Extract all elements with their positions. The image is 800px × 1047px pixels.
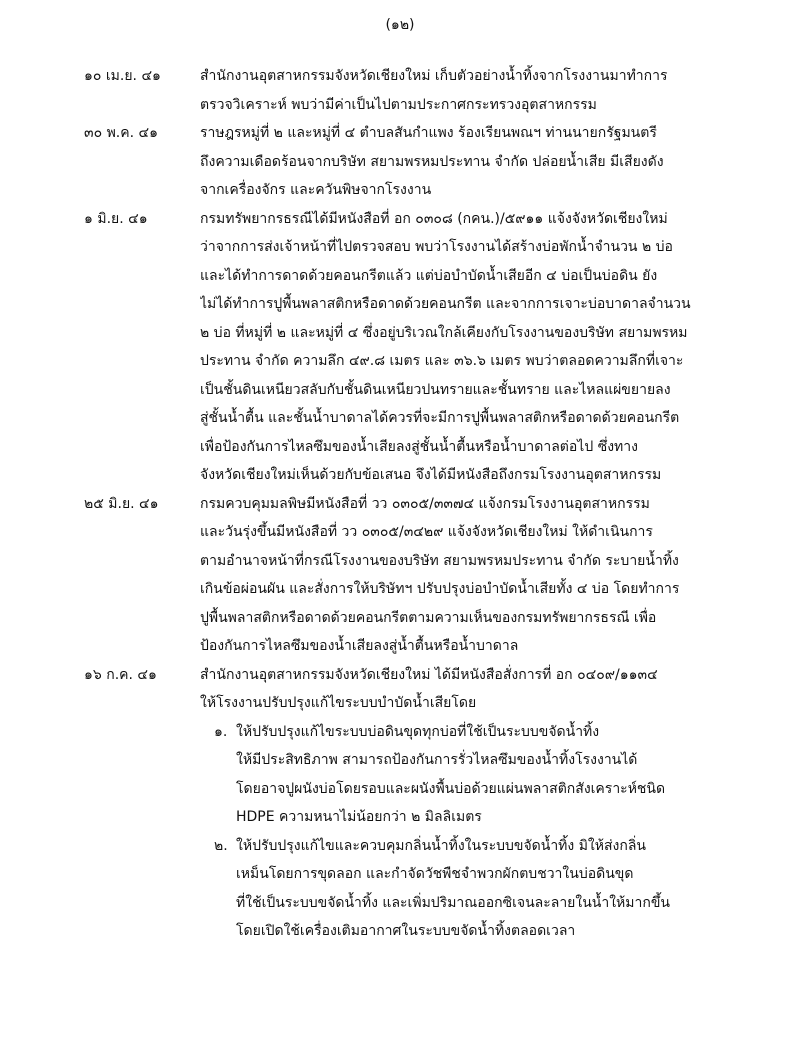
entry-body xyxy=(200,119,780,205)
chronology-entry xyxy=(0,661,800,946)
entry-text-line: กรมควบคุมมลพิษมีหนังสือที่ วว ๐๓๐๕/๓๓๗๔ แจ้งกรมโรงงานอุตสาหกรรม xyxy=(200,495,650,512)
sub-item-text-line: เหม็นโดยการขุดลอก และกำจัดวัชพืชจำพวกผักตบชวาในบ่อดินขุด xyxy=(236,866,634,882)
entry-text-line: ตรวจวิเคราะห์ พบว่ามีค่าเป็นไปตามประกาศกระทรวงอุตสาหกรรม xyxy=(200,96,597,113)
chronology-entry xyxy=(0,119,800,205)
entry-text-line: และได้ทำการดาดด้วยคอนกรีตแล้ว แต่บ่อบำบัดน้ำเสียอีก ๔ บ่อเป็นบ่อดิน ยัง xyxy=(200,267,658,284)
entry-text-line: ให้โรงงานปรับปรุงแก้ไขระบบบำบัดน้ำเสียโดย xyxy=(200,695,477,711)
entry-text-line: สำนักงานอุตสาหกรรมจังหวัดเชียงใหม่ เก็บตัวอย่างน้ำทิ้งจากโรงงานมาทำการ xyxy=(200,68,668,84)
entry-text-line: สู่ชั้นน้ำตื้น และชั้นน้ำบาดาลได้ควรที่จะมีการปูพื้นพลาสติกหรือดาดด้วยคอนกรีต xyxy=(200,410,680,426)
sub-item-text-line: ที่ใช้เป็นระบบขจัดน้ำทิ้ง และเพิ่มปริมาณออกซิเจนละลายในน้ำให้มากขึ้น xyxy=(236,894,670,911)
sub-item-number: ๒. xyxy=(214,837,228,854)
entry-body xyxy=(200,661,780,946)
entry-text-line: และวันรุ่งขึ้นมีหนังสือที่ วว ๐๓๐๕/๓๔๒๙ แจ้งจังหวัดเชียงใหม่ ให้ดำเนินการ xyxy=(200,524,653,540)
entry-date: ๑๐ เม.ย. ๔๑ xyxy=(84,68,161,84)
chronology-entry xyxy=(0,62,800,119)
page-number: (๑๒) xyxy=(385,17,415,33)
entry-text-line: เป็นชั้นดินเหนียวสลับกับชั้นดินเหนียวปนทรายและชั้นทราย และไหลแผ่ขยายลง xyxy=(200,381,671,398)
chronology-list xyxy=(0,62,800,946)
entry-text-line: ไม่ได้ทำการปูพื้นพลาสติกหรือดาดด้วยคอนกรีต และจากการเจาะบ่อบาดาลจำนวน xyxy=(200,296,691,312)
sub-item-number: ๑. xyxy=(214,723,228,740)
sub-item-text-line: HDPE ความหนาไม่น้อยกว่า ๒ มิลลิเมตร xyxy=(236,809,482,825)
sub-item-body xyxy=(236,832,780,946)
sub-item-body xyxy=(236,718,780,832)
sub-item-text-line: โดยอาจปูผนังบ่อโดยรอบและผนังพื้นบ่อด้วยแผ่นพลาสติกสังเคราะห์ชนิด xyxy=(236,780,666,797)
entry-date: ๓๐ พ.ค. ๔๑ xyxy=(84,125,158,141)
numbered-sub-item xyxy=(214,832,780,946)
entry-text-line: ตามอำนาจหน้าที่กรณีโรงงานของบริษัท สยามพรหมประทาน จำกัด ระบายน้ำทิ้ง xyxy=(200,552,679,569)
chronology-entry xyxy=(0,205,800,490)
entry-body xyxy=(200,205,780,490)
entry-text-line: ๒ บ่อ ที่หมู่ที่ ๒ และหมู่ที่ ๔ ซึ่งอยู่บริเวณใกล้เคียงกับโรงงานของบริษัท สยามพรหม xyxy=(200,324,688,341)
entry-date: ๒๕ มิ.ย. ๔๑ xyxy=(84,495,159,512)
entry-text-line: สำนักงานอุตสาหกรรมจังหวัดเชียงใหม่ ได้มีหนังสือสั่งการที่ อก ๐๔๐๙/๑๑๓๔ xyxy=(200,666,658,683)
entry-date: ๑ มิ.ย. ๔๑ xyxy=(84,210,148,227)
entry-body xyxy=(200,490,780,661)
entry-text-line: เพื่อป้องกันการไหลซึมของน้ำเสียลงสู่ชั้นน้ำตื้นหรือน้ำบาดาลต่อไป ซึ่งทาง xyxy=(200,438,638,455)
entry-body xyxy=(200,62,780,119)
entry-text-line: ป้องกันการไหลซึมของน้ำเสียลงสู่น้ำตื้นหรือน้ำบาดาล xyxy=(200,638,519,654)
entry-date: ๑๖ ก.ค. ๔๑ xyxy=(84,666,157,683)
sub-item-text-line: ให้มีประสิทธิภาพ สามารถป้องกันการรั่วไหลซึมของน้ำทิ้งโรงงานได้ xyxy=(236,752,638,768)
entry-text-line: จังหวัดเชียงใหม่เห็นด้วยกับข้อเสนอ จึงได้มีหนังสือถึงกรมโรงงานอุตสาหกรรม xyxy=(200,467,662,483)
sub-item-text-line: โดยเปิดใช้เครื่องเติมอากาศในระบบขจัดน้ำทิ้งตลอดเวลา xyxy=(236,923,576,939)
numbered-sub-item xyxy=(214,718,780,832)
entry-text-line: ถึงความเดือดร้อนจากบริษัท สยามพรหมประทาน จำกัด ปล่อยน้ำเสีย มีเสียงดัง xyxy=(200,153,664,170)
sub-item-text-line: ให้ปรับปรุงแก้ไขและควบคุมกลิ่นน้ำทิ้งในระบบขจัดน้ำทิ้ง มิให้ส่งกลิ่น xyxy=(236,837,646,854)
sub-item-text-line: ให้ปรับปรุงแก้ไขระบบบ่อดินขุดทุกบ่อที่ใช้เป็นระบบขจัดน้ำทิ้ง xyxy=(236,723,600,740)
chronology-entry xyxy=(0,490,800,661)
entry-text-line: ปูพื้นพลาสติกหรือดาดด้วยคอนกรีตตามความเห็นของกรมทรัพยากรธรณี เพื่อ xyxy=(200,609,657,626)
entry-text-line: ว่าจากการส่งเจ้าหน้าที่ไปตรวจสอบ พบว่าโรงงานได้สร้างบ่อพักน้ำจำนวน ๒ บ่อ xyxy=(200,239,673,255)
entry-text-line: เกินข้อผ่อนผัน และสั่งการให้บริษัทฯ ปรับปรุงบ่อบำบัดน้ำเสียทั้ง ๔ บ่อ โดยทำการ xyxy=(200,581,680,597)
entry-text-line: ประทาน จำกัด ความลึก ๔๙.๘ เมตร และ ๓๖.๖ เมตร พบว่าตลอดความลึกที่เจาะ xyxy=(200,353,684,369)
entry-text-line: กรมทรัพยากรธรณีได้มีหนังสือที่ อก ๐๓๐๘ (กคน.)/๕๙๑๑ แจ้งจังหวัดเชียงใหม่ xyxy=(200,210,668,227)
entry-text-line: ราษฎรหมู่ที่ ๒ และหมู่ที่ ๔ ตำบลสันกำแพง ร้องเรียนพณฯ ท่านนายกรัฐมนตรี xyxy=(200,125,657,141)
entry-text-line: จากเครื่องจักร และควันพิษจากโรงงาน xyxy=(200,182,432,198)
